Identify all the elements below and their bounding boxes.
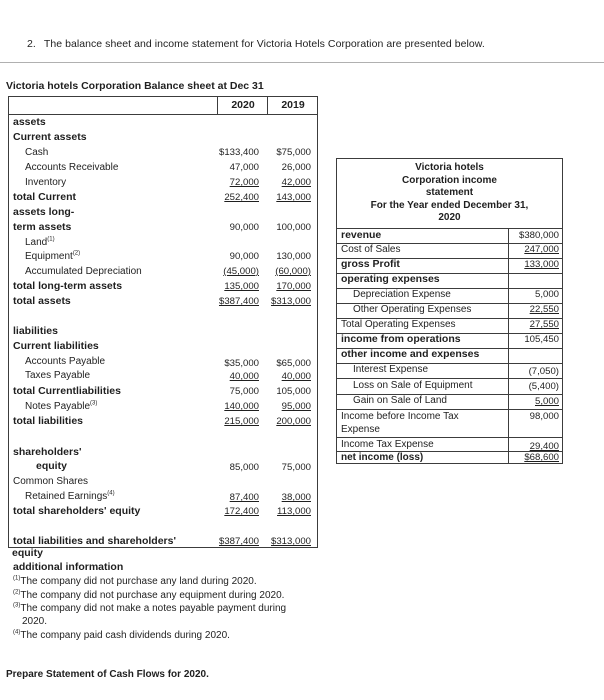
note-4: $^{(4)}$The company paid cash dividends during 2020. — [13, 629, 230, 641]
total-le-2020: $387,400 — [218, 536, 259, 547]
land-label: Land$^{(1)}$ — [25, 236, 55, 248]
notes-2020: 140,000 — [224, 401, 259, 412]
retained-2019: 38,000 — [281, 492, 311, 503]
inventory-2020: 72,000 — [229, 177, 259, 188]
accum-dep-2020: (45,000) — [223, 266, 259, 277]
income-statement-header — [337, 159, 562, 229]
revenue-label: revenue — [341, 229, 382, 241]
interest-label: Interest Expense — [353, 364, 429, 375]
taxes-label: Taxes Payable — [25, 370, 91, 381]
taxes-2020: 40,000 — [229, 371, 259, 382]
is-head-line4: For the Year ended December 31, — [370, 199, 529, 211]
common-2020: 85,000 — [229, 462, 259, 473]
other-opex-label: Other Operating Expenses — [353, 304, 472, 315]
is-head-line2: Corporation income — [401, 174, 497, 186]
is-head-line3: statement — [425, 187, 474, 198]
is-head-line1: Victoria hotels — [415, 162, 484, 173]
depreciation-label: Depreciation Expense — [353, 289, 451, 300]
total-assets-2019: $313,000 — [270, 296, 311, 307]
ar-2019: 26,000 — [281, 162, 311, 173]
taxes-2019: 40,000 — [281, 371, 311, 382]
land-2019: 100,000 — [276, 222, 311, 233]
depreciation-value: 5,000 — [534, 289, 559, 300]
cash-2019: $75,000 — [276, 147, 311, 158]
total-le-2019: $313,000 — [270, 536, 311, 547]
total-long-2020: 135,000 — [224, 281, 259, 292]
common-label: Common Shares — [13, 476, 89, 487]
tax-label: Income Tax Expense — [341, 439, 434, 450]
income-ops-value: 105,450 — [524, 334, 559, 345]
total-cl-2019: 105,000 — [276, 386, 311, 397]
common-2019: 75,000 — [281, 462, 311, 473]
current-liabilities-heading: Current liabilities — [13, 340, 99, 352]
note-3-cont: 2020. — [22, 616, 48, 627]
total-assets-2020: $387,400 — [218, 296, 259, 307]
note-1: $^{(1)}$The company did not purchase any land during 2020. — [13, 575, 257, 587]
accum-dep-label: Accumulated Depreciation — [25, 266, 142, 277]
se-label-line1: shareholders' — [13, 446, 82, 458]
question-text: The balance sheet and income statement for Victoria Hotels Corporation are presented below. — [43, 38, 485, 50]
total-liab-2020: 215,000 — [224, 416, 259, 427]
equipment-2020: 90,000 — [229, 251, 259, 262]
current-assets-heading: Current assets — [13, 131, 87, 143]
total-se-2020: 172,400 — [224, 506, 259, 517]
total-current-label: total Current — [13, 191, 76, 203]
year-2020-header: 2020 — [231, 99, 255, 111]
gross-profit-label: gross Profit — [341, 258, 400, 270]
interest-value: (7,050) — [528, 366, 559, 377]
total-opex-value: 27,550 — [529, 319, 559, 330]
assets-heading: assets — [13, 116, 46, 128]
cash-2020: $133,400 — [218, 147, 259, 158]
is-head-line5: 2020 — [438, 212, 461, 223]
total-liab-2019: 200,000 — [276, 416, 311, 427]
balance-sheet-table — [8, 96, 318, 548]
notes-label: Notes Payable$^{(3)}$ — [25, 400, 98, 412]
term-assets-label: term assets — [13, 221, 72, 233]
net-income-value: $68,600 — [524, 452, 559, 463]
liabilities-heading: liabilities — [13, 325, 58, 337]
total-se-label: total shareholders' equity — [13, 505, 141, 517]
note-2: $^{(2)}$The company did not purchase any equipment during 2020. — [13, 589, 285, 601]
cost-of-sales-label: Cost of Sales — [341, 244, 401, 255]
retained-2020: 87,400 — [229, 492, 259, 503]
operating-expenses-heading: operating expenses — [341, 273, 440, 285]
ibt-label-line1: Income before Income Tax — [341, 411, 459, 422]
total-long-label: total long-term assets — [13, 280, 123, 292]
loss-equip-label: Loss on Sale of Equipment — [353, 380, 473, 391]
inventory-label: Inventory — [25, 177, 67, 188]
income-statement-table — [336, 158, 563, 464]
total-opex-label: Total Operating Expenses — [341, 319, 456, 330]
total-cl-label: total Currentliabilities — [13, 385, 121, 397]
cash-label: Cash — [25, 147, 49, 158]
total-assets-label: total assets — [13, 295, 71, 307]
total-long-2019: 170,000 — [276, 281, 311, 292]
other-opex-value: 22,550 — [529, 304, 559, 315]
balance-sheet-header — [9, 97, 317, 115]
total-le-label-line1: total liabilities and shareholders' — [13, 535, 176, 547]
ap-2019: $65,000 — [276, 358, 311, 369]
separator-line — [0, 62, 604, 63]
other-ie-heading: other income and expenses — [341, 348, 480, 360]
gain-land-label: Gain on Sale of Land — [353, 395, 447, 406]
task-prompt: Prepare Statement of Cash Flows for 2020. — [6, 669, 209, 680]
tax-value: 29,400 — [529, 441, 559, 452]
ap-2020: $35,000 — [224, 358, 259, 369]
additional-info-title: additional information — [13, 561, 124, 573]
ibt-label-line2: Expense — [341, 424, 380, 435]
gross-profit-value: 133,000 — [524, 259, 559, 270]
land-2020: 90,000 — [229, 222, 259, 233]
loss-equip-value: (5,400) — [528, 381, 559, 392]
balance-sheet-title: Victoria hotels Corporation Balance sheet at Dec 31 — [6, 80, 264, 92]
equipment-2019: 130,000 — [276, 251, 311, 262]
note-3: $^{(3)}$The company did not make a notes payable payment during — [13, 602, 287, 614]
accum-dep-2019: (60,000) — [275, 266, 311, 277]
ar-label: Accounts Receivable — [25, 162, 119, 173]
year-2019-header: 2019 — [281, 99, 305, 111]
question-intro — [27, 38, 485, 50]
net-income-label: net income (loss) — [341, 452, 424, 463]
total-liab-label: total liabilities — [13, 415, 84, 427]
question-number: 2. — [27, 38, 36, 50]
total-se-2019: 113,000 — [277, 506, 311, 517]
total-current-2019: 143,000 — [276, 192, 311, 203]
equipment-label: Equipment$^{(2)}$ — [25, 250, 81, 262]
total-current-2020: 252,400 — [224, 192, 259, 203]
ibt-value: 98,000 — [529, 411, 559, 422]
se-label-line2: equity — [36, 460, 67, 472]
retained-label: Retained Earnings$^{(4)}$ — [25, 490, 115, 502]
total-cl-2020: 75,000 — [229, 386, 259, 397]
notes-2019: 95,000 — [281, 401, 311, 412]
inventory-2019: 42,000 — [281, 177, 311, 188]
cost-of-sales-value: 247,000 — [524, 244, 559, 255]
ar-2020: 47,000 — [229, 162, 259, 173]
assets-long-label: assets long- — [13, 206, 75, 218]
gain-land-value: 5,000 — [534, 396, 559, 407]
total-le-label-line2: equity — [12, 547, 43, 559]
ap-label: Accounts Payable — [25, 356, 106, 367]
income-ops-label: income from operations — [341, 333, 461, 345]
revenue-value: $380,000 — [518, 230, 559, 241]
